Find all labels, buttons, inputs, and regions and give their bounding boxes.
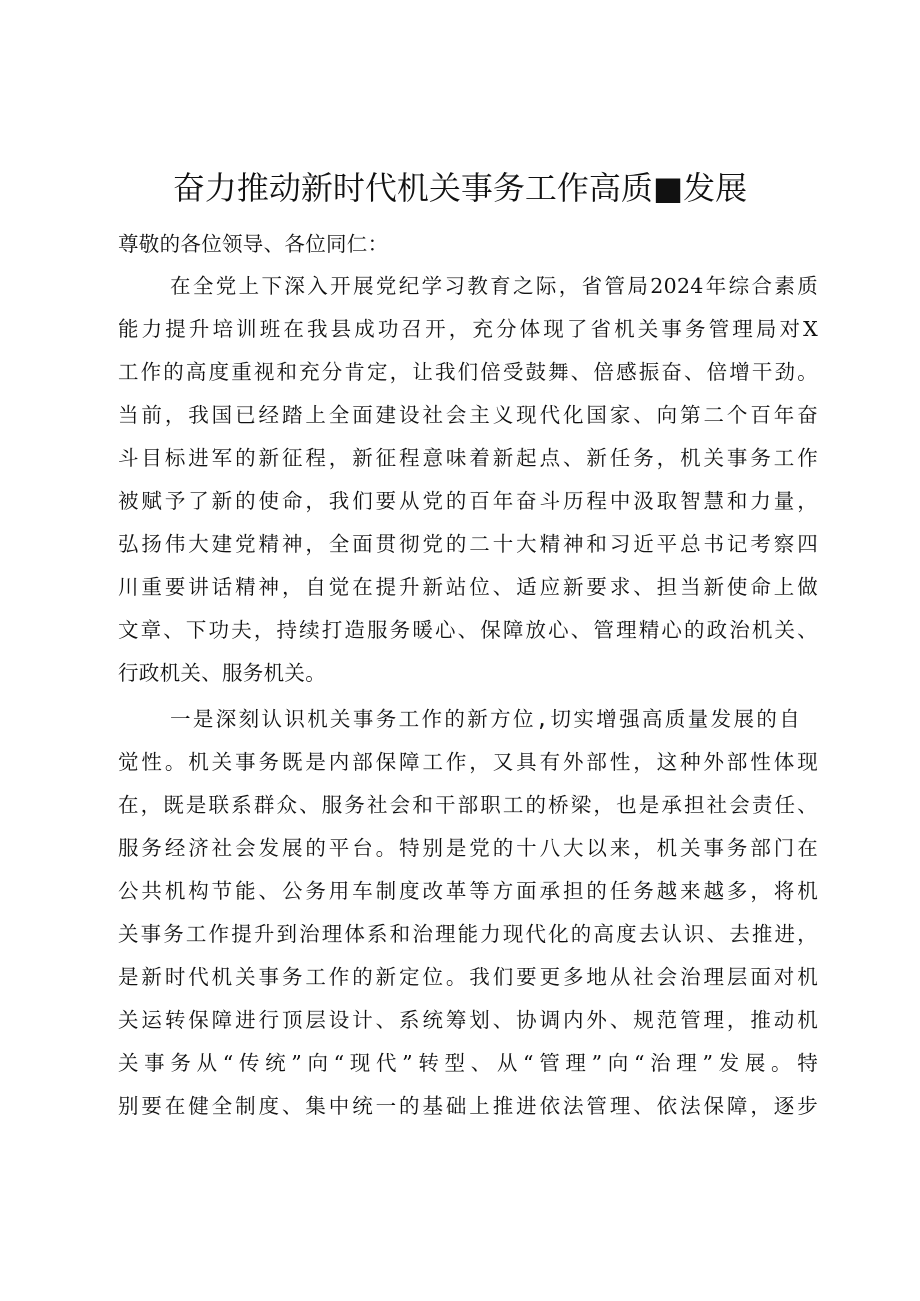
body-line: 在，既是联系群众、服务社会和干部职工的桥梁，也是承担社会责任、 bbox=[118, 793, 818, 817]
body-line: 川重要讲话精神，自觉在提升新站位、适应新要求、担当新使命上做 bbox=[118, 575, 818, 599]
body-line: 文章、下功夫，持续打造服务暖心、保障放心、管理精心的政治机关、 bbox=[118, 618, 818, 642]
body-line: 弘扬伟大建党精神，全面贯彻党的二十大精神和习近平总书记考察四 bbox=[118, 532, 818, 556]
salutation-line: 尊敬的各位领导、各位同仁： bbox=[118, 232, 389, 256]
body-line: 被赋予了新的使命，我们要从党的百年奋斗历程中汲取智慧和力量， bbox=[118, 489, 818, 513]
body-line: 能力提升培训班在我县成功召开，充分体现了省机关事务管理局对X bbox=[118, 317, 818, 341]
body-line: 行政机关、服务机关。 bbox=[118, 661, 326, 685]
body-line: 关事务从“传统”向“现代”转型、从“管理”向“治理”发展。特 bbox=[118, 1051, 818, 1075]
body-line: 公共机构节能、公务用车制度改革等方面承担的任务越来越多，将机 bbox=[118, 879, 818, 903]
body-line: 觉性。机关事务既是内部保障工作，又具有外部性，这种外部性体现 bbox=[118, 750, 818, 774]
document-title: 奋力推动新时代机关事务工作高质■发展 bbox=[172, 169, 748, 207]
body-line: 是新时代机关事务工作的新定位。我们要更多地从社会治理层面对机 bbox=[118, 965, 818, 989]
body-line: 别要在健全制度、集中统一的基础上推进依法管理、依法保障，逐步 bbox=[118, 1094, 818, 1118]
body-line: 关事务工作提升到治理体系和治理能力现代化的高度去认识、去推进， bbox=[118, 922, 818, 946]
body-line: 在全党上下深入开展党纪学习教育之际，省管局2024年综合素质 bbox=[170, 274, 818, 298]
body-line: 关运转保障进行顶层设计、系统筹划、协调内外、规范管理，推动机 bbox=[118, 1008, 818, 1032]
section-heading-line: 一是深刻认识机关事务工作的新方位,切实增强高质量发展的自 bbox=[170, 707, 800, 731]
body-line: 服务经济社会发展的平台。特别是党的十八大以来，机关事务部门在 bbox=[118, 836, 818, 860]
body-line: 工作的高度重视和充分肯定，让我们倍受鼓舞、倍感振奋、倍增干劲。 bbox=[118, 360, 818, 384]
body-line: 斗目标进军的新征程，新征程意味着新起点、新任务，机关事务工作 bbox=[118, 446, 818, 470]
body-line: 当前，我国已经踏上全面建设社会主义现代化国家、向第二个百年奋 bbox=[118, 403, 818, 427]
